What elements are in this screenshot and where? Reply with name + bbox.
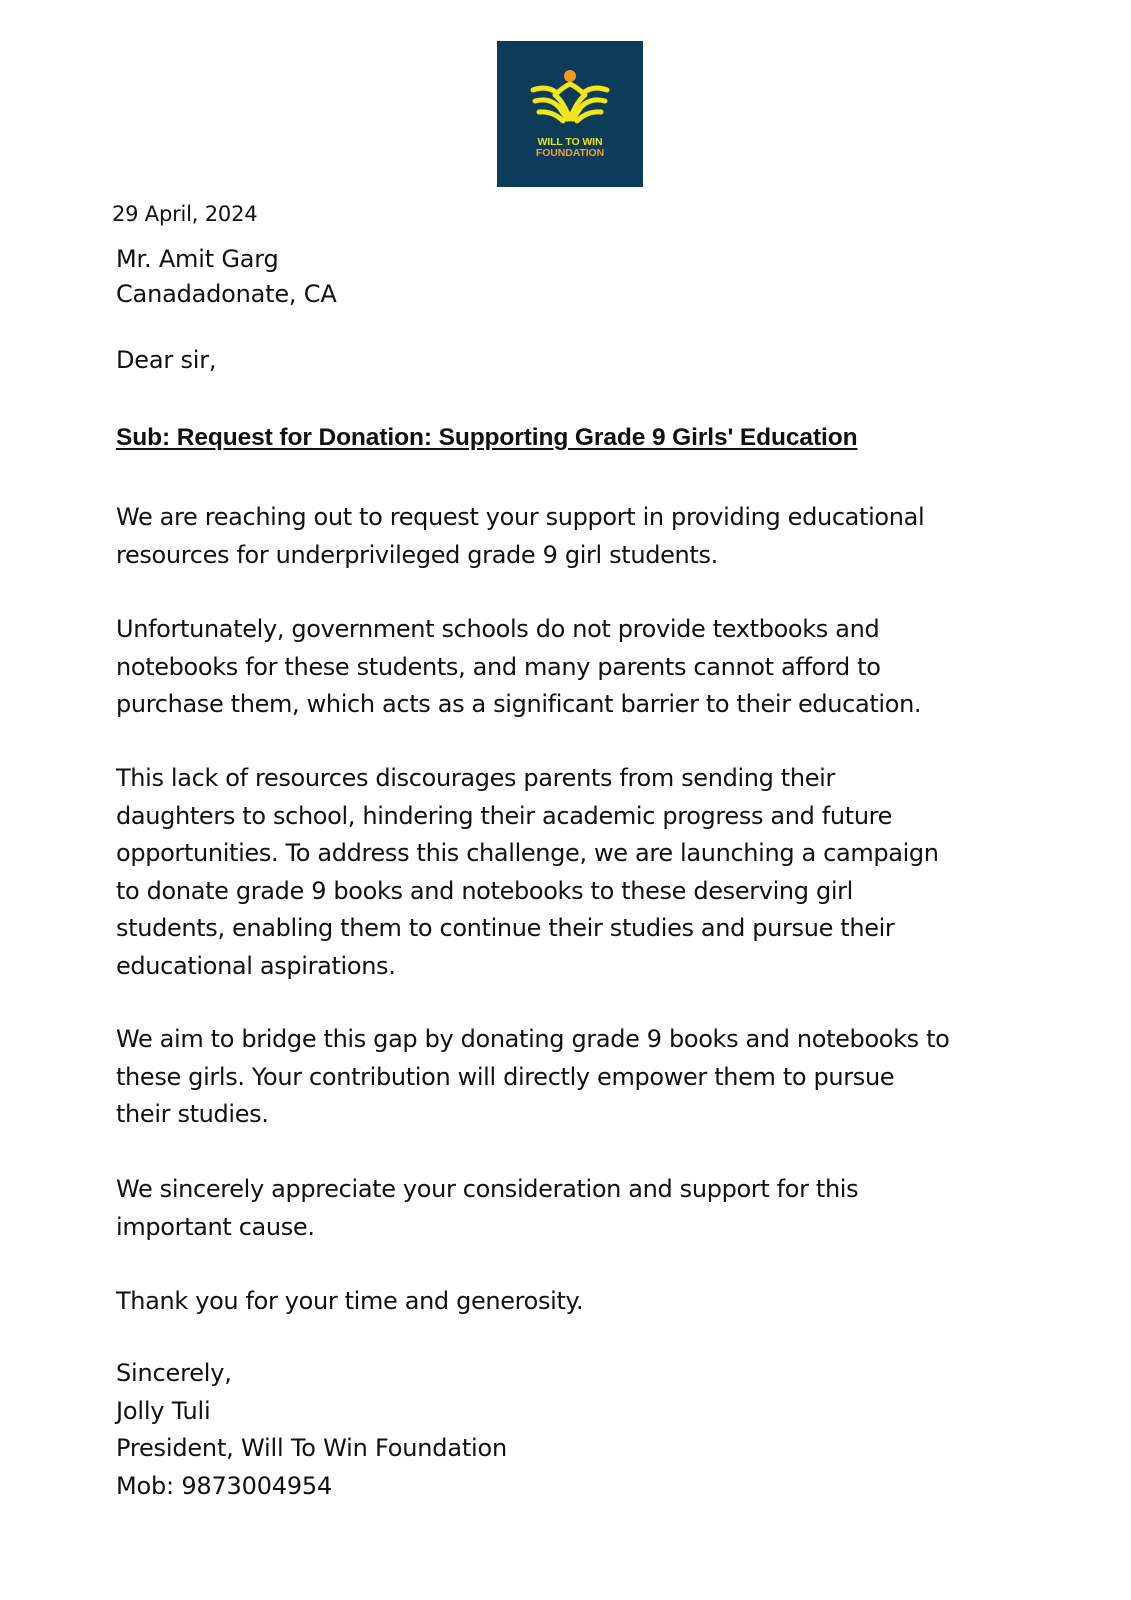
signatory-name: Jolly Tuli — [116, 1396, 211, 1425]
signatory-title: President, Will To Win Foundation — [116, 1434, 508, 1462]
recipient-name: Mr. Amit Garg — [116, 245, 279, 273]
paragraph-line: opportunities. To address this challenge, we are launching a campaign — [116, 839, 939, 867]
paragraph-thanks — [116, 1283, 1046, 1321]
logo-text-line2: FOUNDATION — [535, 147, 605, 159]
signature-block — [116, 1355, 507, 1505]
paragraph-line: daughters to school, hindering their academic progress and future — [116, 801, 893, 830]
paragraph-problem — [116, 611, 1046, 724]
paragraph-intro — [116, 499, 1046, 574]
letter-date: 29 April, 2024 — [112, 202, 258, 226]
logo-text-line1: WILL TO WIN — [537, 136, 603, 148]
paragraph-line: We aim to bridge this gap by donating grade 9 books and notebooks to — [116, 1025, 950, 1053]
paragraph-line: educational aspirations. — [116, 951, 396, 980]
paragraph-line: We are reaching out to request your support in providing educational — [116, 503, 925, 531]
paragraph-line: these girls. Your contribution will directly empower them to pursue — [116, 1062, 895, 1091]
valediction: Sincerely, — [116, 1359, 232, 1387]
salutation: Dear sir, — [116, 346, 217, 374]
paragraph-line: Unfortunately, government schools do not provide textbooks and — [116, 615, 880, 643]
paragraph-line: their studies. — [116, 1100, 269, 1128]
paragraph-campaign — [116, 760, 1046, 985]
paragraph-line: Thank you for your time and generosity. — [116, 1287, 584, 1315]
recipient-location: Canadadonate, CA — [116, 280, 337, 308]
signatory-phone: Mob: 9873004954 — [116, 1471, 333, 1500]
paragraph-appreciation — [116, 1171, 1046, 1246]
paragraph-line: This lack of resources discourages parents from sending their — [116, 764, 835, 792]
paragraph-line: students, enabling them to continue their studies and pursue their — [116, 914, 895, 942]
recipient-address — [116, 242, 337, 312]
crown-emblem-icon — [497, 41, 643, 187]
paragraph-aim — [116, 1021, 1046, 1134]
paragraph-line: resources for underprivileged grade 9 girl students. — [116, 540, 718, 569]
paragraph-line: to donate grade 9 books and notebooks to these deserving girl — [116, 876, 853, 905]
foundation-logo — [497, 41, 643, 187]
paragraph-line: purchase them, which acts as a significant barrier to their education. — [116, 690, 922, 718]
subject-line: Sub: Request for Donation: Supporting Grade 9 Girls' Education — [116, 424, 858, 451]
paragraph-line: notebooks for these students, and many parents cannot afford to — [116, 652, 881, 681]
paragraph-line: We sincerely appreciate your consideration and support for this — [116, 1175, 859, 1203]
paragraph-line: important cause. — [116, 1212, 315, 1241]
